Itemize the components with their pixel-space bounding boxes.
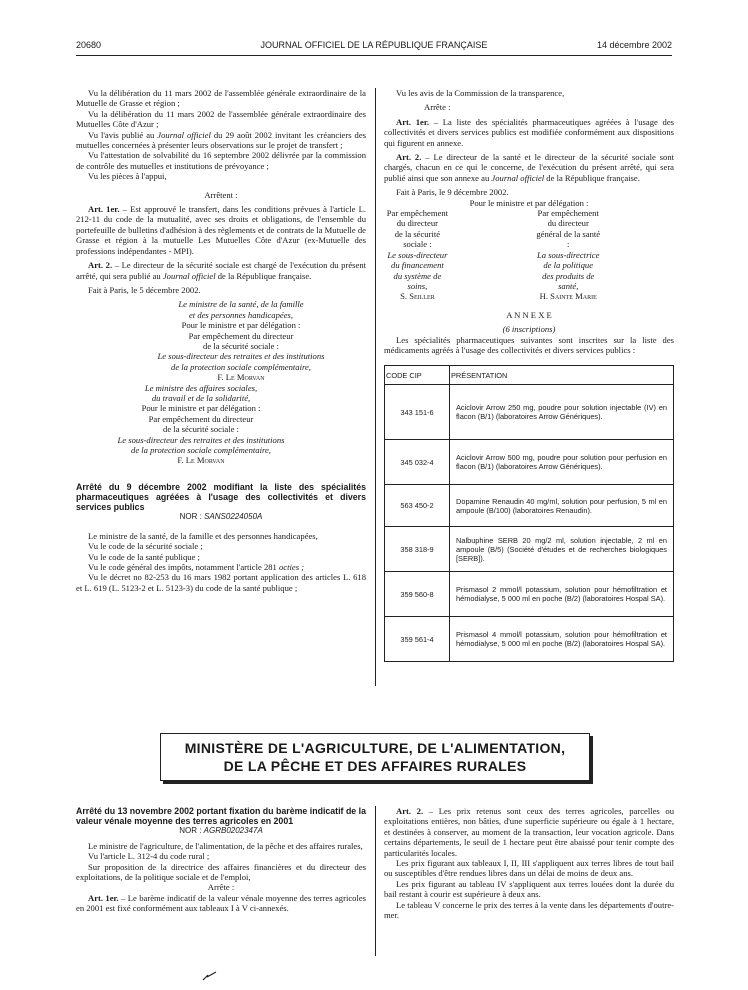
minister-intro: Le ministre de l'agriculture, de l'alimentation, de la pêche et des affaires rurales, [88, 840, 363, 851]
visa: Vu le code général des impôts, notamment l'article 281 octies ; [88, 562, 305, 573]
pour-le-ministre: Pour le ministre et par délégation : [469, 197, 589, 208]
pen-mark [202, 970, 218, 982]
ministry-heading-line1: MINISTÈRE DE L'AGRICULTURE, DE L'ALIMENTATION, [184, 740, 566, 756]
annexe-intro: Les spécialités pharmaceutiques suivantes sont inscrites sur la liste des médicaments agréés à l'usage des collectivités et divers services publics : [384, 334, 674, 355]
presentation: Prismasol 2 mmol/l potassium, solution pour hémofiltration et hémodialyse, 5 000 ml en poche (B/2) (laboratoires Hospal SA). [450, 572, 674, 617]
journal-title: JOURNAL OFFICIEL DE LA RÉPUBLIQUE FRANÇAISE [260, 40, 488, 50]
left-column [76, 88, 366, 593]
inscriptions-count: (6 inscriptions) [502, 324, 556, 335]
visa: Vu l'attestation de solvabilité du 16 septembre 2002 délivrée par la commission de contrôle des mutuelles et institutions de prévoyance ; [76, 150, 366, 171]
visa: Vu la délibération du 11 mars 2002 de l'assemblée générale extraordinaire des Mutuelles Côte d'Azur ; [76, 108, 366, 130]
table-row [385, 485, 674, 527]
nor-reference: NOR : AGRB0202347A [179, 826, 263, 836]
annexe-heading: A N N E X E [506, 309, 552, 320]
page-header [76, 40, 672, 54]
paragraph: Les prix figurant aux tableaux I, II, III s'appliquent aux terres libres de tout bail ou susceptibles d'être rendues libres dans un délai de moins de deux ans. [384, 858, 674, 879]
cip-code: 345 032-4 [385, 440, 450, 485]
signatory-name: S. Seiller [400, 291, 435, 302]
specialties-table [384, 365, 674, 662]
table-row [385, 440, 674, 485]
signature-left: Par empêchement du directeur de la sécurité sociale : Le sous-directeur du financement du système de soins, S. Seiller [384, 208, 523, 302]
column-divider [375, 806, 376, 956]
table-row [385, 572, 674, 617]
signature-block-1: Le ministre de la santé, de la famille et des personnes handicapées, Pour le ministre et par délégation : Par empêchement du directeur de la sécurité sociale : Le sous-directeur des retraites et des institutions de la protection sociale complémentaire, F. Le Morvan [76, 299, 366, 382]
visa: Vu la délibération du 11 mars 2002 de l'assemblée générale extraordinaire de la Mutuelle de Grasse et région ; [76, 88, 366, 109]
minister-intro: Le ministre de la santé, de la famille et des personnes handicapées, [88, 530, 318, 541]
visa: Vu le code de la santé publique ; [88, 551, 200, 562]
signatory-name: H. Sainte Marie [539, 291, 597, 302]
table-header-row [385, 366, 674, 385]
presentation: Nalbuphine SERB 20 mg/2 ml, solution injectable, 2 ml en ampoule (B/5) (Société d'études et de recherches biologiques [SERB]). [450, 527, 674, 572]
arrete: Arrête : [207, 882, 235, 893]
visa: Vu l'avis publié au Journal officiel du 29 août 2002 invitant les créanciers des mutuelles concernées à présenter leurs observations sur le projet de transfert ; [76, 129, 367, 151]
article-2: Art. 2. – Les prix retenus sont ceux des terres agricoles, parcelles ou exploitations entières, non bâties, d'une superficie supérieure ou égale à 1 hectare, et destinées à conserver, au moment de la transaction, leur vocation agricole. Dans certains départements, le seuil de 1 hectare peut être abaissé pour tenir compte des particularités locales. [384, 806, 674, 858]
ministry-heading-line2: DE LA PÊCHE ET DES AFFAIRES RURALES [223, 758, 527, 774]
page-number: 20680 [76, 40, 102, 50]
fait-a: Fait à Paris, le 5 décembre 2002. [88, 284, 201, 295]
cip-code: 343 151-6 [385, 385, 450, 440]
visa: Sur proposition de la directrice des affaires financières et du directeur des exploitations, de la politique sociale et de l'emploi, [76, 861, 366, 883]
table-row [385, 617, 674, 662]
signatory-name: F. Le Morvan [217, 372, 265, 383]
paragraph: Les prix figurant au tableau IV s'appliquent aux terres louées dont la durée du bail restant à courir est supérieure à deux ans. [384, 878, 674, 900]
paragraph: Le tableau V concerne le prix des terres à la vente dans les départements d'outre-mer. [384, 899, 674, 921]
article-2: Art. 2. – Le directeur de la santé et le directeur de la sécurité sociale sont chargés, chacun en ce qui le concerne, de l'exécution du présent arrêté, qui sera publié ainsi que son annexe au Journal officiel de la République française. [384, 152, 675, 183]
signatory-name: F. Le Morvan [177, 455, 225, 466]
visa: Vu le code de la sécurité sociale ; [88, 541, 203, 552]
nor-reference: NOR : SANS0224050A [179, 512, 263, 522]
article-1: Art. 1er. – La liste des spécialités pharmaceutiques agréées à l'usage des collectivités et divers services publics est modifiée conformément aux dispositions qui figurent en annexe. [384, 116, 674, 148]
signature-columns [384, 208, 674, 302]
presentation: Dopamine Renaudin 40 mg/ml, solution pour perfusion, 5 ml en ampoule (B/100) (laboratoires Renaudin). [450, 485, 674, 527]
bottom-left-column [76, 806, 366, 914]
presentation: Prismasol 4 mmol/l potassium, solution pour hémofiltration et hémodialyse, 5 000 ml en poche (B/2) (laboratoires Hospal SA). [450, 617, 674, 662]
table-row [385, 527, 674, 572]
article-1: Art. 1er. – Est approuvé le transfert, dans les conditions prévues à l'article L. 212-11 du code de la mutualité, avec ses droits et obligations, de l'ensemble du portefeuille de bulletins d'adhésion à des règlements et de contrats de la Mutuelle de Grasse et région à la mutuelle Les Mutuelles Côte d'Azur (ex-Mutuelle des professions indépendantes - MPI). [76, 204, 366, 256]
cip-code: 563 450-2 [385, 485, 450, 527]
signature-right: Par empêchement du directeur général de la santé : La sous-directrice de la politique des produits de santé, H. Sainte Marie [536, 208, 601, 302]
arrete: Arrête : [424, 102, 451, 113]
ministry-heading-box [160, 733, 590, 781]
right-column [384, 88, 674, 662]
cip-code: 359 561-4 [385, 617, 450, 662]
signature-block-2: Le ministre des affaires sociales, du travail et de la solidarité, Pour le ministre et par délégation : Par empêchement du directeur de la sécurité sociale : Le sous-directeur des retraites et des institutions de la protection sociale complémentaire, F. Le Morvan [76, 383, 366, 466]
bottom-right-column [384, 806, 674, 920]
arretent: Arrêtent : [204, 189, 238, 200]
visa: Vu l'article L. 312-4 du code rural ; [88, 851, 210, 862]
column-divider [375, 88, 376, 686]
cip-code: 359 560-8 [385, 572, 450, 617]
header-rule [76, 55, 672, 56]
fait-a: Fait à Paris, le 9 décembre 2002. [396, 187, 509, 198]
table-row [385, 385, 674, 440]
article-2: Art. 2. – Le directeur de la sécurité sociale est chargé de l'exécution du présent arrêté, qui sera publié au Journal officiel de la République française. [76, 260, 367, 281]
visa: Vu les pièces à l'appui, [88, 171, 167, 182]
arrete-title: Arrêté du 13 novembre 2002 portant fixation du barème indicatif de la valeur vénale moyenne des terres agricoles en 2001 [76, 806, 366, 827]
presentation: Aciclovir Arrow 500 mg, poudre pour solution pour perfusion en flacon (B/1) (laboratoires Arrow Génériques). [450, 440, 674, 485]
presentation: Aciclovir Arrow 250 mg, poudre pour solution injectable (IV) en flacon (B/1) (laboratoires Arrow Génériques). [450, 385, 674, 440]
visa: Vu les avis de la Commission de la transparence, [396, 88, 565, 98]
column-header: PRÉSENTATION [450, 366, 674, 385]
cip-code: 358 318-9 [385, 527, 450, 572]
visa: Vu le décret no 82-253 du 16 mars 1982 portant application des articles L. 618 et L. 619 (L. 5123-2 et L. 5123-3) du code de la santé publique ; [76, 572, 366, 593]
issue-date: 14 décembre 2002 [596, 40, 672, 50]
arrete-title: Arrêté du 9 décembre 2002 modifiant la liste des spécialités pharmaceutiques agréées à l'usage des collectivités et divers services publics [76, 481, 366, 513]
column-header: CODE CIP [385, 366, 450, 385]
article-1: Art. 1er. – Le barème indicatif de la valeur vénale moyenne des terres agricoles en 2001 est fixé conformément aux tableaux I à V ci-annexés. [76, 892, 366, 914]
